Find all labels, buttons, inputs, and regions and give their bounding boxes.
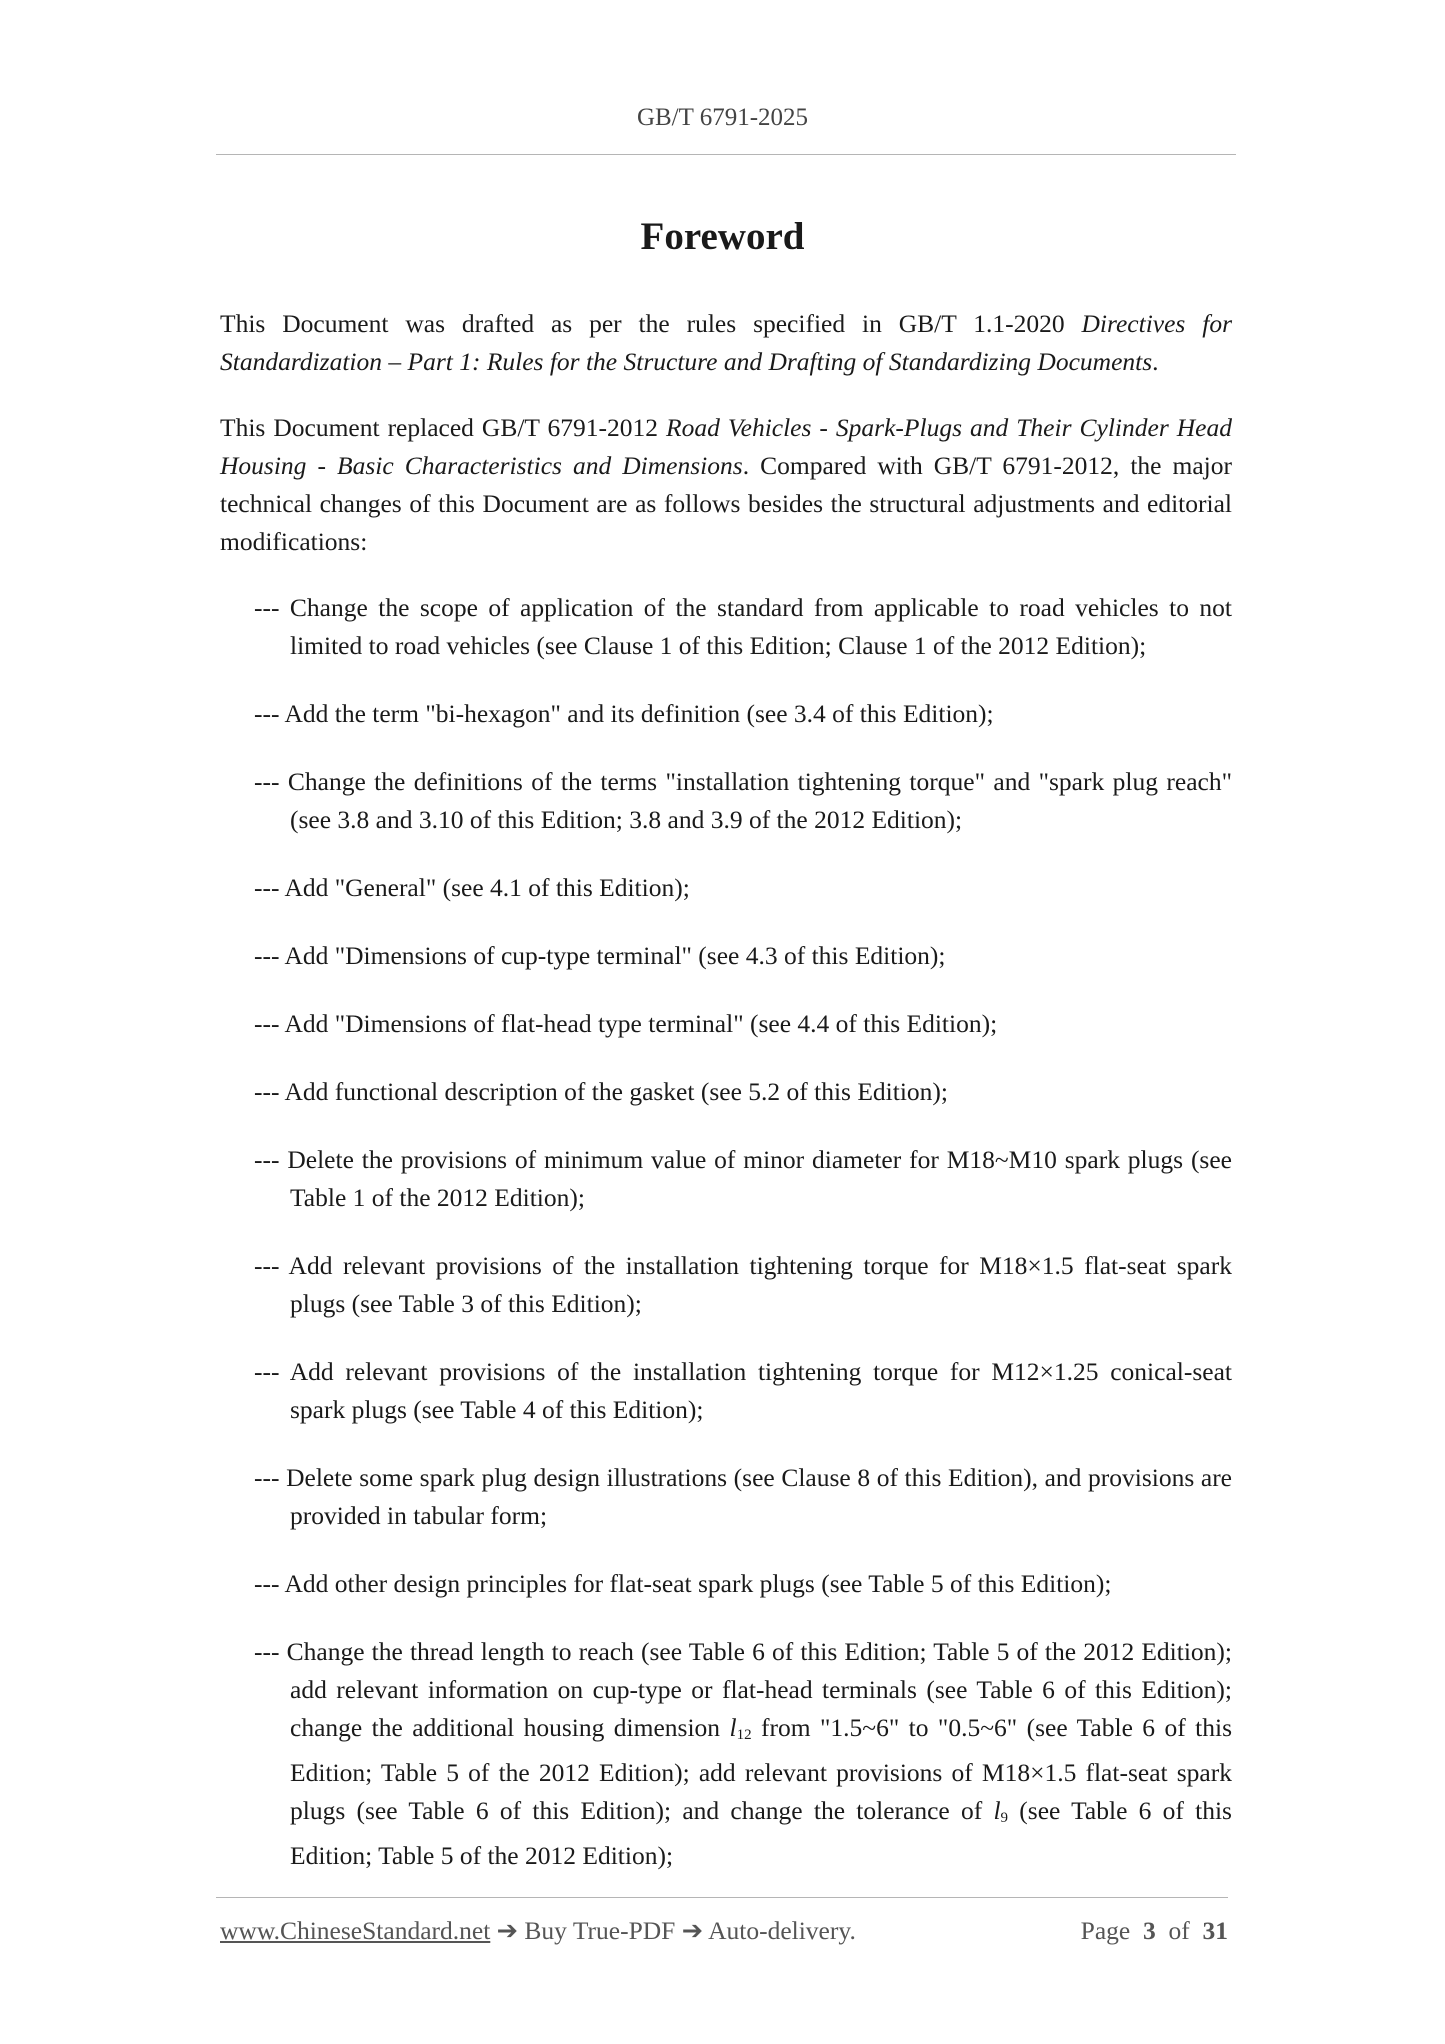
- italic-title-span: Directives for Standardization – Part 1: Rules for the Structure and Drafting of Standardizing Documents: [220, 309, 1232, 376]
- change-item: --- Add other design principles for flat-seat spark plugs (see Table 5 of this Edition);: [254, 1569, 1112, 1598]
- document-body: [220, 305, 1232, 1905]
- delivery-text: Auto-delivery.: [708, 1916, 856, 1945]
- text-span: .: [1152, 347, 1159, 376]
- text-span: --- Change the thread length to reach (see Table 6 of this Edition; Table 5 of the 2012 Edition); add relevant information on cup-type or flat-head terminals (see Table 6 of this Edition); change the additional housing dimension: [254, 1637, 1232, 1742]
- replacement-paragraph: [220, 409, 1232, 561]
- change-item: --- Add "Dimensions of flat-head type terminal" (see 4.4 of this Edition);: [254, 1009, 998, 1038]
- website-link[interactable]: www.ChineseStandard.net: [220, 1916, 491, 1945]
- text-span: This Document replaced GB/T 6791-2012: [220, 413, 667, 442]
- running-header: GB/T 6791-2025: [636, 104, 809, 131]
- page-label: Page: [1080, 1916, 1131, 1945]
- footer-promo: [220, 1916, 856, 1946]
- text-span: from "1.5~6" to "0.5~6" (see Table 6 of this Edition; Table 5 of the 2012 Edition); add relevant provisions of M18×1.5 flat-seat spark plugs (see Table 6 of this Edition); and change the tolerance of: [290, 1713, 1232, 1825]
- text-span: (see Table 6 of this Edition; Table 5 of the 2012 Edition);: [290, 1796, 1232, 1870]
- change-item: --- Add relevant provisions of the installation tightening torque for M18×1.5 flat-seat spark plugs (see Table 3 of this Edition);: [254, 1251, 1232, 1318]
- header-divider: [216, 154, 1236, 155]
- change-item: --- Change the scope of application of the standard from applicable to road vehicles to not limited to road vehicles (see Clause 1 of this Edition; Clause 1 of the 2012 Edition);: [254, 593, 1232, 660]
- text-span: . Compared with GB/T 6791-2012, the major technical changes of this Document are as follows besides the structural adjustments and editorial modifications:: [220, 451, 1232, 556]
- symbol-l: l: [729, 1713, 737, 1742]
- italic-title-span: Road Vehicles - Spark-Plugs and Their Cylinder Head Housing - Basic Characteristics and Dimensions: [220, 413, 1232, 480]
- change-item: --- Delete the provisions of minimum value of minor diameter for M18~M10 spark plugs (see Table 1 of the 2012 Edition);: [254, 1145, 1232, 1212]
- arrow-icon: ➔: [496, 1916, 519, 1945]
- change-item: --- Add relevant provisions of the installation tightening torque for M12×1.25 conical-seat spark plugs (see Table 4 of this Edition);: [254, 1357, 1232, 1424]
- page-title: Foreword: [640, 215, 805, 258]
- change-item-thread-length: [254, 1633, 1232, 1875]
- change-item: --- Add "Dimensions of cup-type terminal" (see 4.3 of this Edition);: [254, 941, 946, 970]
- symbol-l: l: [993, 1796, 1001, 1825]
- subscript: 12: [736, 1727, 752, 1743]
- page-total: 31: [1202, 1916, 1228, 1945]
- change-item: --- Delete some spark plug design illustrations (see Clause 8 of this Edition), and provisions are provided in tabular form;: [254, 1463, 1232, 1530]
- of-label: of: [1168, 1916, 1190, 1945]
- change-item: --- Add "General" (see 4.1 of this Edition);: [254, 873, 690, 902]
- change-item: --- Change the definitions of the terms "installation tightening torque" and "spark plug reach" (see 3.8 and 3.10 of this Edition; 3.8 and 3.9 of the 2012 Edition);: [254, 767, 1232, 834]
- subscript: 9: [1000, 1810, 1009, 1826]
- arrow-icon: ➔: [681, 1916, 704, 1945]
- change-item: --- Add functional description of the gasket (see 5.2 of this Edition);: [254, 1077, 949, 1106]
- change-item: --- Add the term "bi-hexagon" and its definition (see 3.4 of this Edition);: [254, 699, 994, 728]
- text-span: This Document was drafted as per the rules specified in GB/T 1.1-2020: [220, 309, 1082, 338]
- buy-pdf-text: Buy True-PDF: [524, 1916, 676, 1945]
- footer-divider: [216, 1897, 1228, 1898]
- page-number: 3: [1143, 1916, 1156, 1945]
- intro-paragraph: [220, 305, 1232, 381]
- page-indicator: [1081, 1916, 1228, 1946]
